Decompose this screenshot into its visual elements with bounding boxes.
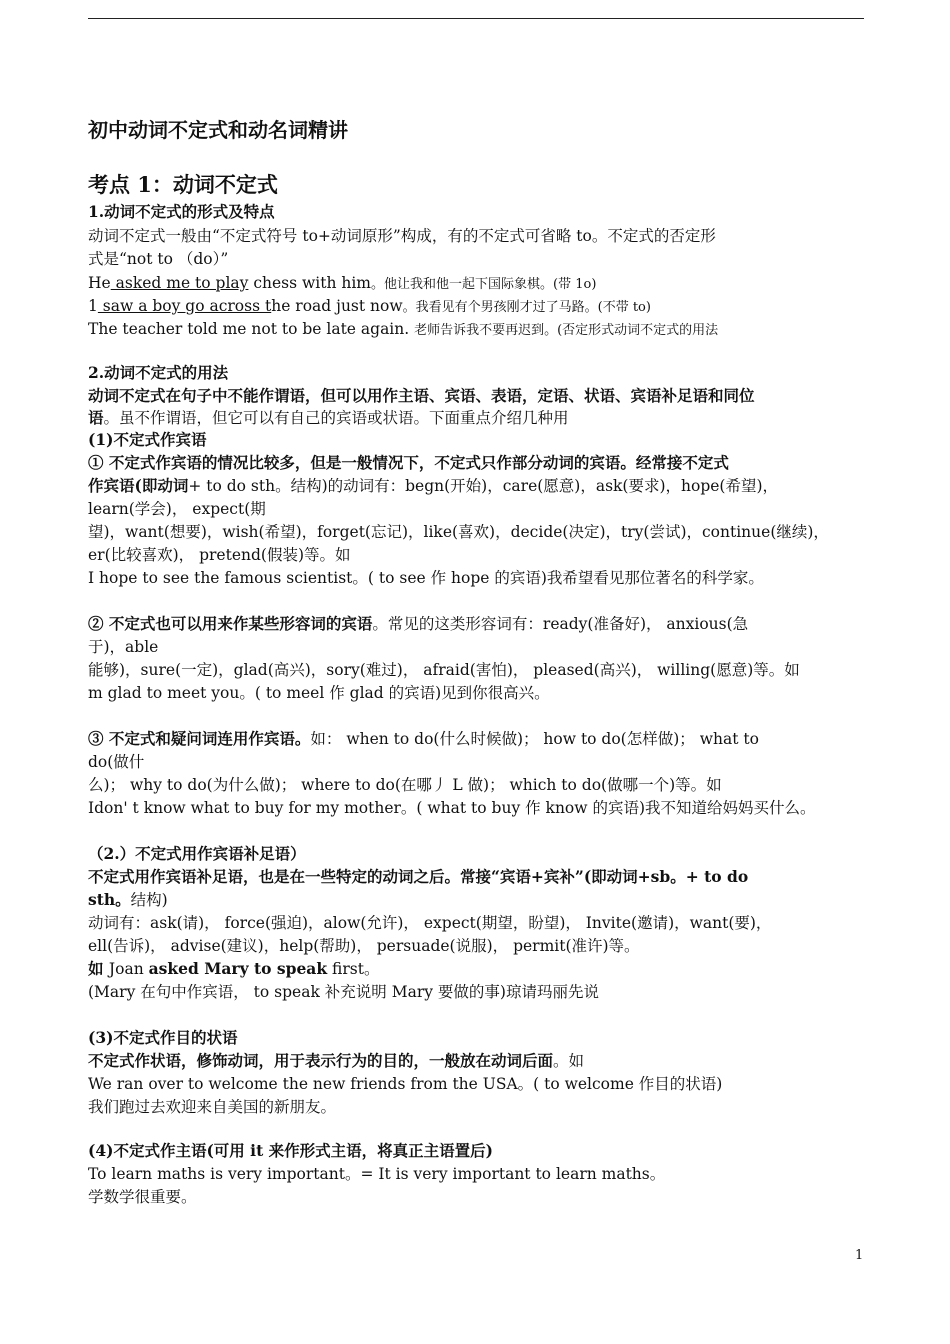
example-text: The teacher told me not to be late again. — [88, 320, 415, 338]
document-title: 初中动词不定式和动名词精讲 — [88, 118, 348, 142]
paragraph-line — [88, 476, 778, 496]
paragraph-line: ① 不定式作宾语的情况比较多，但是一般情况下，不定式只作部分动词的宾语。经常接不定式 — [88, 453, 729, 472]
plain-text: 。如 — [553, 1052, 585, 1070]
example-line — [88, 273, 596, 295]
paragraph-line — [88, 890, 168, 910]
plain-text: 。虽不作谓语，但它可以有自己的宾语或状语。下面重点介绍几种用 — [103, 409, 569, 427]
paragraph-line — [88, 959, 379, 979]
paragraph-line — [88, 614, 748, 634]
plain-text: first。 — [327, 960, 380, 978]
paragraph-line: ell(告诉)， advise(建议)，help(帮助)， persuade(说服)， permit(准许)等。 — [88, 937, 640, 955]
paragraph-line: 望)，want(想要)，wish(希望)，forget(忘记)，like(喜欢)，decide(决定)，try(尝试)，continue(继续)， — [88, 523, 829, 541]
paragraph-line: I hope to see the famous scientist。( to see 作 hope 的宾语)我希望看见那位著名的科学家。 — [88, 569, 764, 587]
example-text: 1 — [88, 297, 98, 315]
paragraph-line: do(做什 — [88, 753, 145, 771]
bold-text: 如 — [88, 959, 109, 978]
subheading-form: 1.动词不定式的形式及特点 — [88, 202, 275, 221]
paragraph-line: 式是“not to （do）” — [88, 250, 229, 268]
paragraph-line: We ran over to welcome the new friends from the USA。( to welcome 作目的状语) — [88, 1075, 723, 1093]
example-underlined: asked me to play — [110, 274, 249, 292]
plain-text: 如： when to do(什么时候做)； how to do(怎样做)； what to — [310, 730, 759, 748]
paragraph-line: (Mary 在句中作宾语， to speak 补充说明 Mary 要做的事)琼请玛丽先说 — [88, 983, 599, 1001]
page-number: 1 — [855, 1248, 864, 1263]
plain-text: + to do sth。结构)的动词有：begn(开始)，care(愿意)，ask(要求)，hope(希望)， — [188, 477, 779, 495]
example-translation: 。我看见有个男孩刚才过了马路。(不带 to) — [402, 300, 651, 315]
bold-text: ② 不定式也可以用来作某些形容词的宾语 — [88, 614, 373, 633]
paragraph-line: 能够)，sure(一定)，glad(高兴)，sory(难过)， afraid(害怕)， pleased(高兴)， willing(愿意)等。如 — [88, 661, 800, 679]
subheading-subject: (4)不定式作主语(可用 it 来作形式主语，将真正主语置后) — [88, 1141, 493, 1160]
bold-text: ③ 不定式和疑问词连用作宾语。 — [88, 729, 311, 748]
plain-text: Joan — [108, 960, 149, 978]
example-text: he road just now — [271, 297, 403, 315]
paragraph-line — [88, 1051, 584, 1071]
subheading-usage: 2.动词不定式的用法 — [88, 363, 229, 382]
paragraph-line — [88, 408, 569, 428]
paragraph-line: 动词有：ask(请)， force(强迫)，alow(允许)， expect(期望，盼望)， Invite(邀请)，want(要)， — [88, 914, 772, 932]
bold-text: sth。 — [88, 890, 131, 909]
bold-text: 作宾语(即动词 — [88, 476, 189, 495]
example-text: He — [88, 274, 111, 292]
example-line — [88, 296, 651, 318]
paragraph-line: 我们跑过去欢迎来自美国的新朋友。 — [88, 1098, 337, 1116]
bold-text: 语 — [88, 408, 104, 427]
paragraph-line: 么)； why to do(为什么做)； where to do(在哪丿 L 做)； which to do(做哪一个)等。如 — [88, 776, 722, 794]
paragraph-line: 动词不定式一般由“不定式符号 to+动词原形”构成，有的不定式可省略 to。不定式的否定形 — [88, 227, 716, 245]
paragraph-line: m glad to meet you。( to meel 作 glad 的宾语)见到你很高兴。 — [88, 684, 550, 702]
example-text: chess with him — [248, 274, 372, 292]
header-rule — [88, 18, 864, 19]
bold-text: 不定式作状语，修饰动词，用于表示行为的目的，一般放在动词后面 — [88, 1051, 554, 1070]
paragraph-line: 不定式用作宾语补足语，也是在一些特定的动词之后。常接“宾语+宾补”(即动词+sb。+ to do — [88, 867, 749, 886]
example-translation: 老师告诉我不要再迟到。(否定形式动词不定式的用法 — [414, 323, 719, 338]
subheading-complement: （2.）不定式用作宾语补足语） — [88, 844, 306, 863]
subheading-adverbial: (3)不定式作目的状语 — [88, 1028, 238, 1047]
paragraph-line: er(比较喜欢)， pretend(假装)等。如 — [88, 546, 351, 564]
section-heading: 考点 1：动词不定式 — [88, 172, 278, 197]
paragraph-line: Idon' t know what to buy for my mother。( what to buy 作 know 的宾语)我不知道给妈妈买什么。 — [88, 799, 816, 817]
bold-text: asked Mary to speak — [148, 959, 328, 978]
paragraph-line: 学数学很重要。 — [88, 1188, 197, 1206]
plain-text: 结构) — [130, 891, 168, 909]
example-translation: 。他让我和他一起下国际象棋。(带 1o) — [371, 277, 597, 292]
paragraph-line: 动词不定式在句子中不能作谓语，但可以用作主语、宾语、表语，定语、状语、宾语补足语和同位 — [88, 386, 755, 405]
paragraph-line: To learn maths is very important。= It is very important to learn maths。 — [88, 1165, 666, 1183]
plain-text: 。常见的这类形容词有：ready(准备好)， anxious(急 — [372, 615, 749, 633]
example-underlined: saw a boy go across t — [97, 297, 272, 315]
paragraph-line: 于)，able — [88, 638, 159, 656]
paragraph-line: learn(学会)， expect(期 — [88, 500, 266, 518]
example-line — [88, 319, 718, 341]
subheading-object: (1)不定式作宾语 — [88, 430, 207, 449]
paragraph-line — [88, 729, 759, 749]
